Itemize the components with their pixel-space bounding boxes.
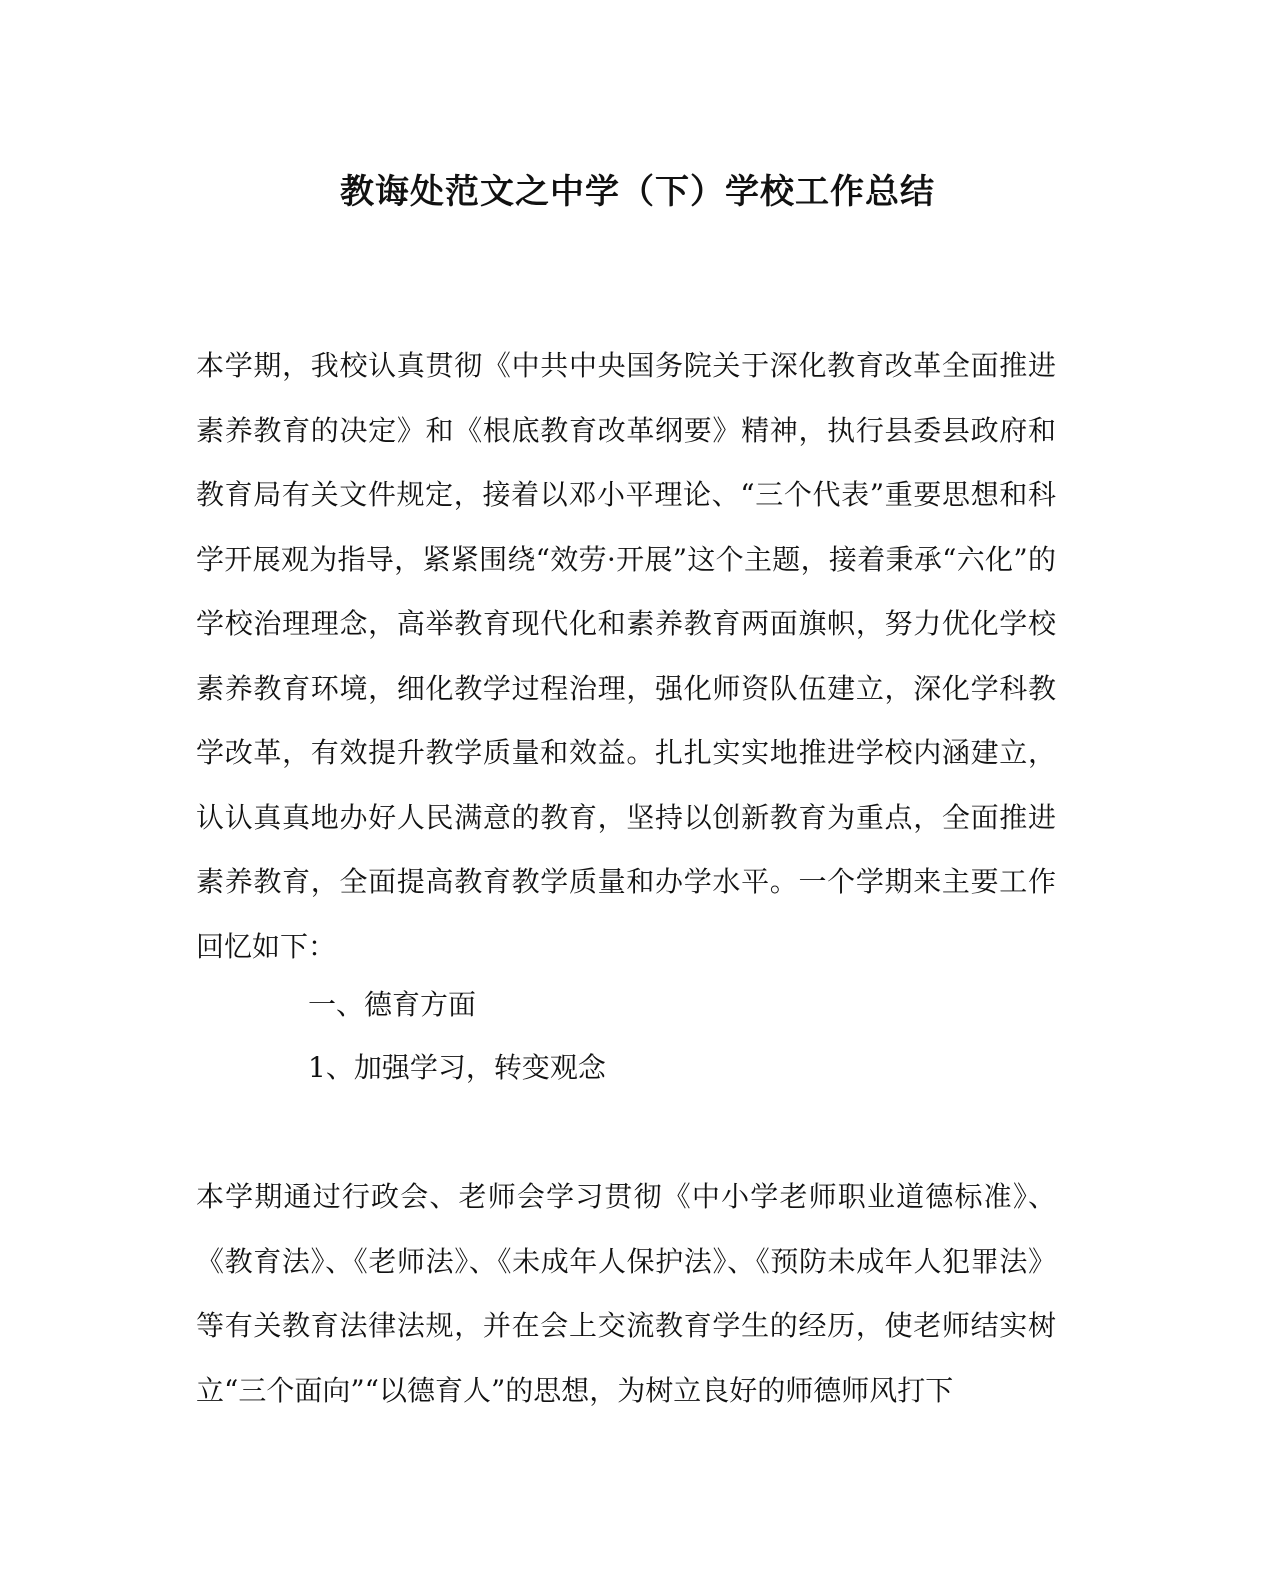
document-title: 教诲处范文之中学（下）学校工作总结: [340, 172, 935, 212]
body-paragraph: 本学期通过行政会、老师会学习贯彻《中小学老师职业道德标准》、《教育法》、《老师法》、《未成年人保护法》、《预防未成年人犯罪法》等有关教育法律法规，并在会上交流教育学生的经历，使老师结实树立“三个面向”“以德育人”的思想，为树立良好的师德师风打下: [196, 1180, 1056, 1407]
section-heading: 一、德育方面: [308, 988, 477, 1021]
subsection-heading: 1、加强学习，转变观念: [308, 1051, 606, 1084]
intro-paragraph: 本学期，我校认真贯彻《中共中央国务院关于深化教育改革全面推进素养教育的决定》和《根底教育改革纲要》精神，执行县委县政府和教育局有关文件规定，接着以邓小平理论、“三个代表”重要思想和科学开展观为指导，紧紧围绕“效劳·开展”这个主题，接着秉承“六化”的学校治理理念，高举教育现代化和素养教育两面旗帜，努力优化学校素养教育环境，细化教学过程治理，强化师资队伍建立，深化学科教学改革，有效提升教学质量和效益。扎扎实实地推进学校内涵建立，认认真真地办好人民满意的教育，坚持以创新教育为重点，全面推进素养教育，全面提高教育教学质量和办学水平。一个学期来主要工作回忆如下：: [196, 349, 1056, 963]
